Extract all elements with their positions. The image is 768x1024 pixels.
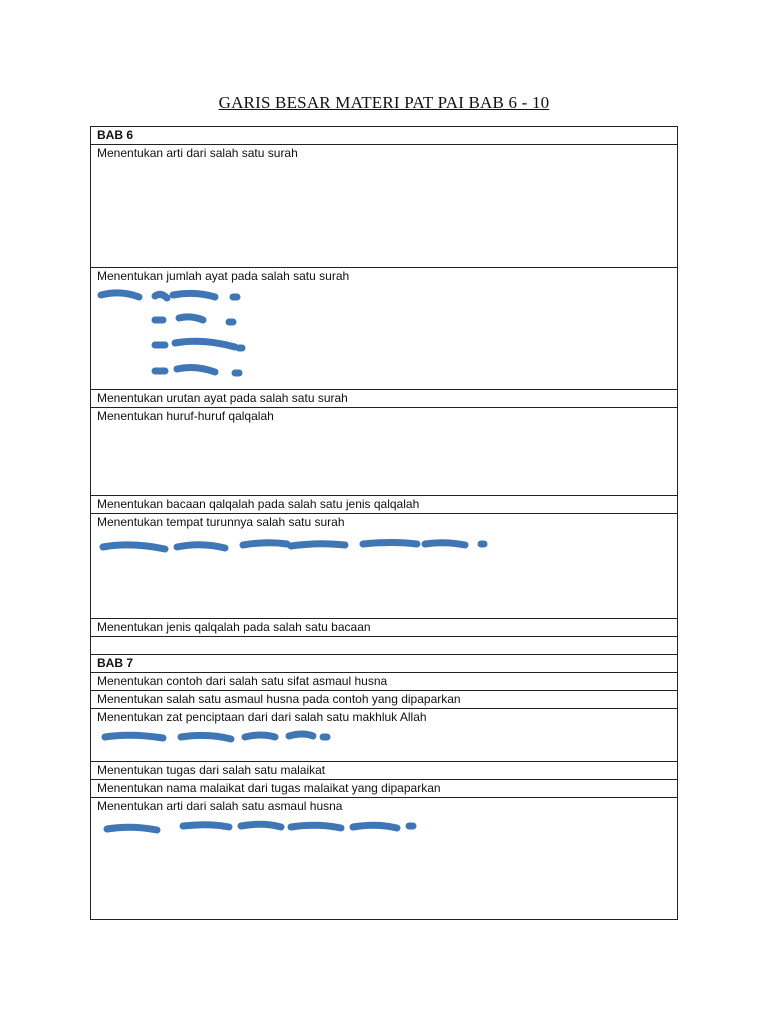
table-row-empty [91, 637, 677, 655]
row-text: Menentukan arti dari salah satu surah [97, 146, 298, 160]
chapter-header-bab7: BAB 7 [91, 655, 677, 673]
table-row [91, 268, 677, 390]
table-row [91, 619, 677, 637]
materials-table [90, 126, 678, 920]
handwritten-scribble [91, 268, 677, 390]
row-text: Menentukan huruf-huruf qalqalah [97, 409, 274, 423]
row-text: Menentukan contoh dari salah satu sifat asmaul husna [97, 674, 388, 688]
table-row [91, 709, 677, 762]
row-text: Menentukan tugas dari salah satu malaikat [97, 763, 326, 777]
table-row [91, 762, 677, 780]
row-text: Menentukan urutan ayat pada salah satu surah [97, 391, 348, 405]
table-row [91, 145, 677, 268]
handwritten-scribble [91, 709, 677, 762]
row-text: Menentukan tempat turunnya salah satu surah [97, 515, 345, 529]
table-row [91, 673, 677, 691]
table-row [91, 514, 677, 619]
row-text: Menentukan nama malaikat dari tugas malaikat yang dipaparkan [97, 781, 441, 795]
row-text: Menentukan arti dari salah satu asmaul husna [97, 799, 343, 813]
table-row [91, 496, 677, 514]
handwritten-scribble [91, 798, 677, 919]
document-title: GARIS BESAR MATERI PAT PAI BAB 6 - 10 [218, 93, 550, 112]
table-row [91, 408, 677, 496]
row-text: Menentukan jenis qalqalah pada salah satu bacaan [97, 620, 371, 634]
chapter-header-bab6: BAB 6 [91, 127, 677, 145]
table-row [91, 780, 677, 798]
table-row [91, 390, 677, 408]
handwritten-scribble [91, 514, 677, 619]
row-text: Menentukan zat penciptaan dari dari salah satu makhluk Allah [97, 710, 427, 724]
row-text: Menentukan jumlah ayat pada salah satu surah [97, 269, 350, 283]
row-text: Menentukan bacaan qalqalah pada salah satu jenis qalqalah [97, 497, 420, 511]
table-row [91, 798, 677, 919]
row-text: Menentukan salah satu asmaul husna pada contoh yang dipaparkan [97, 692, 461, 706]
table-row [91, 691, 677, 709]
